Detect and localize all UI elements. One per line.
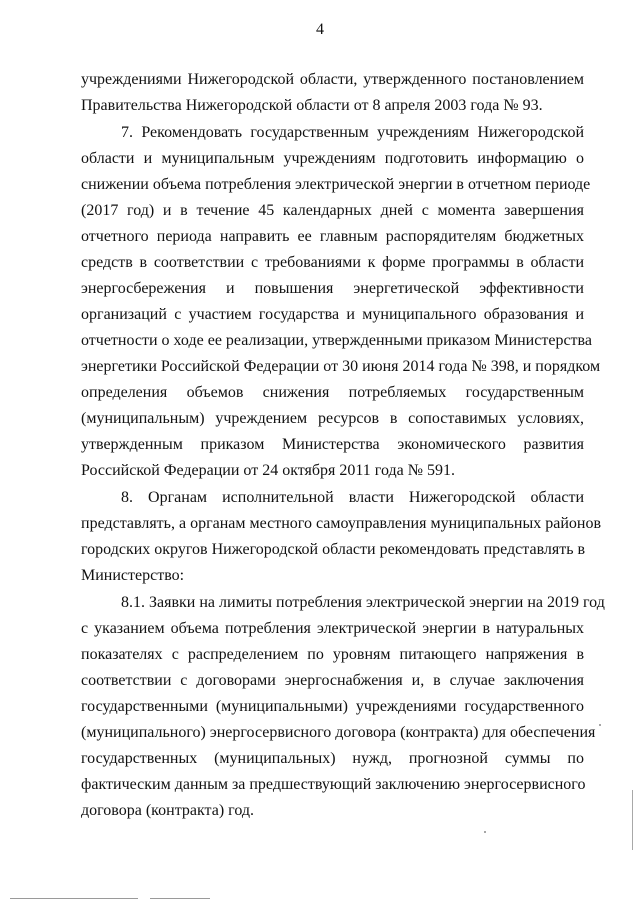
text-line: представлять, а органам местного самоуправления муниципальных районов: [81, 515, 602, 532]
text-line: снижении объема потребления электрической энергии в отчетном периоде: [81, 176, 591, 193]
text-line: области и муниципальным учреждениям подготовить информацию о: [81, 150, 584, 167]
text-line: учреждениями Нижегородской области, утвержденного постановлением: [81, 71, 584, 88]
scan-artifact-edge: [632, 790, 633, 850]
text-line: государственными (муниципальными) учреждениями государственного: [81, 698, 584, 715]
text-line: отчетного периода направить ее главным распорядителям бюджетных: [81, 228, 584, 245]
text-line: средств в соответствии с требованиями к форме программы в области: [81, 254, 584, 271]
text-line: (муниципального) энергосервисного договора (контракта) для обеспечения: [81, 724, 596, 741]
scan-artifact-line: [10, 898, 138, 899]
paragraph-8-first-line: 8. Органам исполнительной власти Нижегородской области: [121, 489, 584, 506]
text-line: энергосбережения и повышения энергетической эффективности: [81, 280, 584, 297]
text-line: фактическим данным за предшествующий заключению энергосервисного: [81, 776, 586, 793]
text-line: утвержденным приказом Министерства экономического развития: [81, 436, 584, 453]
text-line: государственных (муниципальных) нужд, прогнозной суммы по: [81, 750, 584, 767]
text-line: (муниципальным) учреждением ресурсов в сопоставимых условиях,: [81, 410, 584, 427]
scan-artifact-dot: [484, 831, 486, 833]
scan-artifact-line: [150, 898, 210, 899]
text-line: энергетики Российской Федерации от 30 июня 2014 года № 398, и порядком: [81, 358, 601, 375]
text-line: договора (контракта) год.: [81, 802, 255, 819]
paragraph-7-first-line: 7. Рекомендовать государственным учреждениям Нижегородской: [121, 124, 584, 141]
text-line: Министерство:: [81, 567, 185, 584]
text-line: (2017 год) и в течение 45 календарных дней с момента завершения: [81, 202, 584, 219]
text-line: Правительства Нижегородской области от 8 апреля 2003 года № 93.: [81, 97, 543, 114]
text-line: соответствии с договорами энергоснабжения и, в случае заключения: [81, 672, 584, 689]
text-line: организаций с участием государства и муниципального образования и: [81, 306, 584, 323]
text-line: с указанием объема потребления электрической энергии в натуральных: [81, 620, 584, 637]
text-line: Российской Федерации от 24 октября 2011 года № 591.: [81, 462, 456, 479]
text-line: отчетности о ходе ее реализации, утвержденными приказом Министерства: [81, 332, 592, 349]
paragraph-8-1-first-line: 8.1. Заявки на лимиты потребления электрической энергии на 2019 год: [121, 594, 605, 611]
text-line: показателях с распределением по уровням питающего напряжения в: [81, 646, 584, 663]
text-line: определения объемов снижения потребляемых государственным: [81, 384, 584, 401]
page-number: 4: [316, 21, 324, 38]
text-line: городских округов Нижегородской области рекомендовать представлять в: [81, 541, 586, 558]
scan-artifact-dot: [599, 724, 601, 726]
